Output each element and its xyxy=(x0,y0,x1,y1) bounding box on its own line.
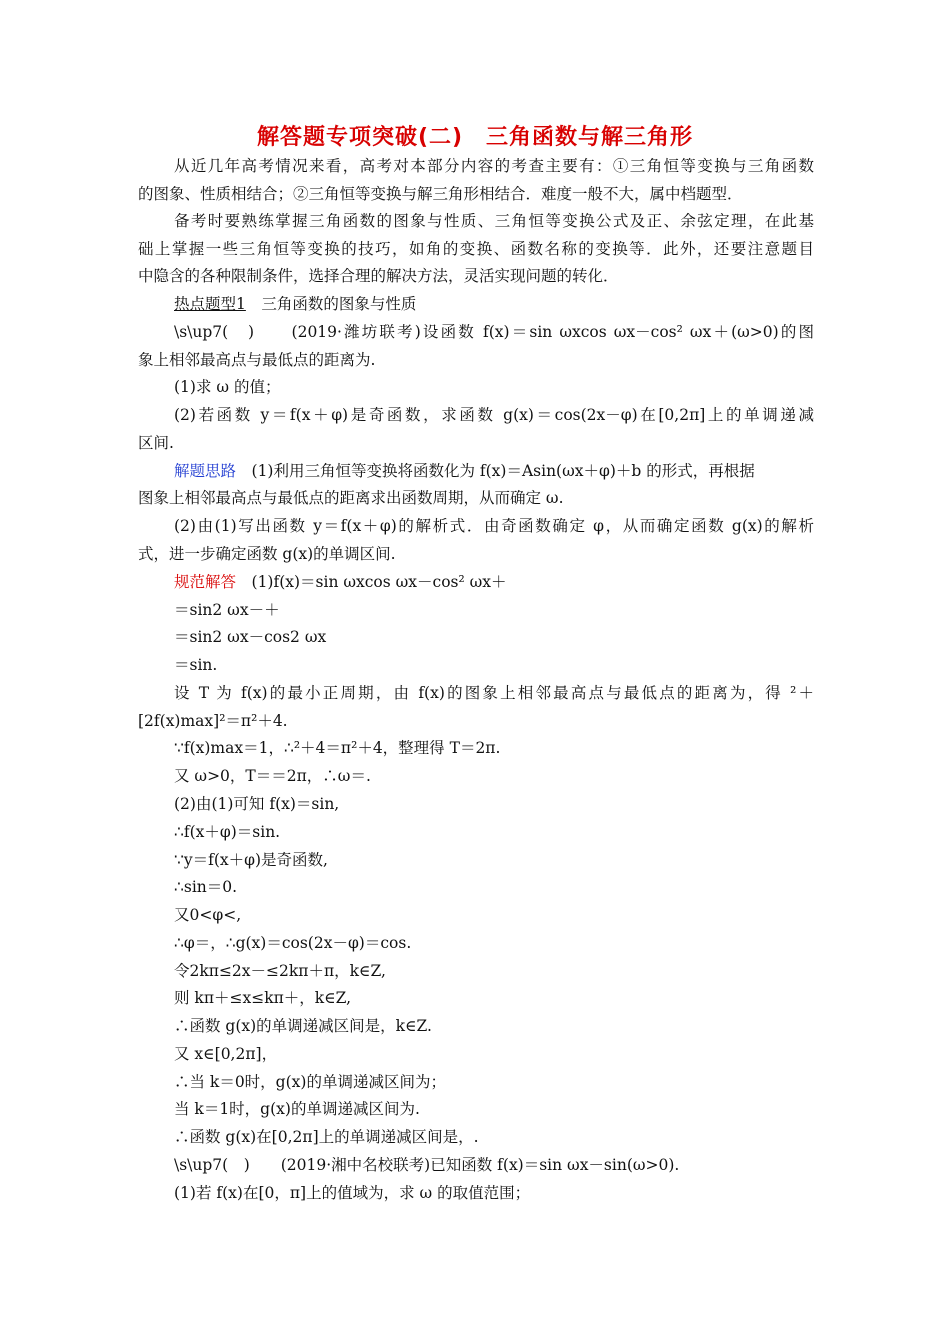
solution-line: ＝sin. xyxy=(174,656,218,674)
problem2-line: \s\up7( ) (2019·湘中名校联考)已知函数 f(x)＝sin ωx－sin(ω>0). xyxy=(174,1156,680,1174)
solution-line: (2)由(1)可知 f(x)＝sin, xyxy=(174,795,340,813)
solution-line: ∴当 k＝0时，g(x)的单调递减区间为； xyxy=(174,1073,446,1091)
intro-line: 从近几年高考情况来看，高考对本部分内容的考查主要有：①三角恒等变换与三角函数 xyxy=(174,157,814,175)
solution-line: ∴函数 g(x)的单调递减区间是，k∈Z. xyxy=(174,1017,432,1035)
intro-line: 中隐含的各种限制条件，选择合理的解决方法，灵活实现问题的转化． xyxy=(138,267,619,285)
page-title: 解答题专项突破(二) 三角函数与解三角形 xyxy=(256,125,694,150)
solution-line: [2f(x)max]²＝π²＋4. xyxy=(138,712,288,730)
solution-line: 则 kπ＋≤x≤kπ＋，k∈Z, xyxy=(174,989,352,1007)
idea-line: 图象上相邻最高点与最低点的距离求出函数周期，从而确定 ω. xyxy=(138,489,564,507)
solution-line: 当 k＝1时，g(x)的单调递减区间为. xyxy=(174,1100,420,1118)
solution-line: ∴φ＝，∴g(x)＝cos(2x－φ)＝cos. xyxy=(174,934,412,952)
problem1-line: 象上相邻最高点与最低点的距离为. xyxy=(138,351,376,369)
problem1-question: (1)求 ω 的值； xyxy=(174,378,281,396)
solution-line: 令2kπ≤2x－≤2kπ＋π，k∈Z, xyxy=(174,962,386,980)
problem2-question: (1)若 f(x)在[0，π]上的值域为，求 ω 的取值范围； xyxy=(174,1184,531,1202)
idea-line: (2)由(1)写出函数 y＝f(x＋φ)的解析式．由奇函数确定 φ，从而确定函数 g(x)的解析 xyxy=(174,517,814,535)
section-heading-text: 三角函数的图象与性质 xyxy=(245,295,417,313)
section-heading xyxy=(174,294,416,314)
solution-line: ∵f(x)max＝1，∴²＋4＝π²＋4，整理得 T＝2π. xyxy=(174,739,501,757)
idea-line: 解题思路 (1)利用三角恒等变换将函数化为 f(x)＝Asin(ωx＋φ)＋b 的形式，再根据 xyxy=(174,462,755,480)
idea-line: 式，进一步确定函数 g(x)的单调区间. xyxy=(138,545,396,563)
solution-line: ＝sin2 ωx－＋ xyxy=(174,601,280,619)
section-heading-label: 热点题型1 xyxy=(174,295,246,313)
problem1-question: 区间. xyxy=(138,434,174,452)
intro-line: 的图象、性质相结合；②三角恒等变换与解三角形相结合．难度一般不大，属中档题型． xyxy=(138,185,743,203)
solution-line: ∵y＝f(x＋φ)是奇函数, xyxy=(174,851,328,869)
problem1-line: \s\up7( ) (2019·潍坊联考)设函数 f(x)＝sin ωxcos ωx－cos² ωx＋(ω>0)的图 xyxy=(174,323,814,341)
solution-line: ＝sin2 ωx－cos2 ωx xyxy=(174,628,327,646)
solution-line: ∴sin＝0. xyxy=(174,878,238,896)
intro-line: 备考时要熟练掌握三角函数的图象与性质、三角恒等变换公式及正、余弦定理，在此基 xyxy=(174,212,814,230)
solution-line: ∴f(x＋φ)＝sin. xyxy=(174,823,281,841)
problem1-question: (2)若函数 y＝f(x＋φ)是奇函数，求函数 g(x)＝cos(2x－φ)在[0,2π]上的单调递减 xyxy=(174,406,814,424)
solution-line: 又 x∈[0,2π]， xyxy=(174,1045,278,1063)
idea-label: 解题思路 xyxy=(174,462,237,480)
solution-label: 规范解答 xyxy=(174,573,237,591)
solution-line: 设 T 为 f(x)的最小正周期，由 f(x)的图象上相邻最高点与最低点的距离为，得 ²＋ xyxy=(174,684,814,702)
solution-line: 又0<φ<, xyxy=(174,906,242,924)
intro-line: 础上掌握一些三角恒等变换的技巧，如角的变换、函数名称的变换等．此外，还要注意题目 xyxy=(138,240,814,258)
solution-line: ∴函数 g(x)在[0,2π]上的单调递减区间是，. xyxy=(174,1128,479,1146)
solution-line: 又 ω>0，T＝＝2π，∴ω＝. xyxy=(174,767,371,785)
solution-line: 规范解答 (1)f(x)＝sin ωxcos ωx－cos² ωx＋ xyxy=(174,573,507,591)
